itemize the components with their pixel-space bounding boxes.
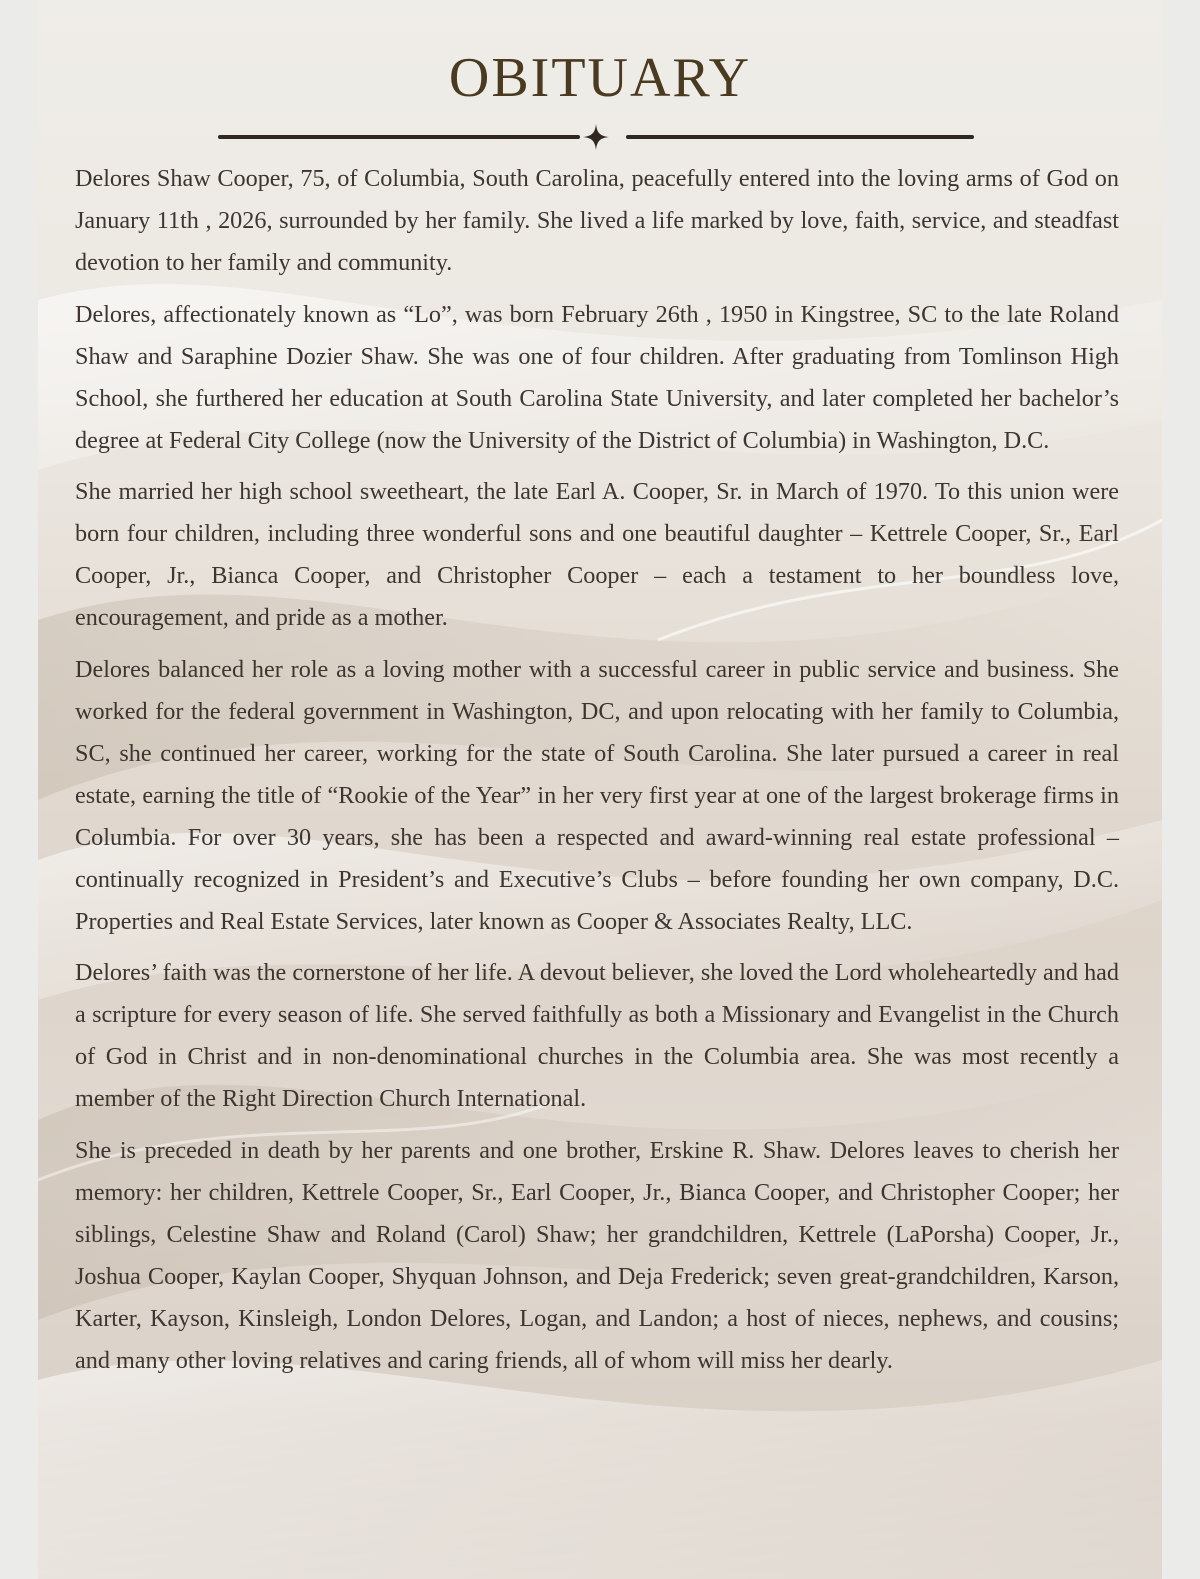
paragraph-marriage: She married her high school sweetheart, the late Earl A. Cooper, Sr. in March of 1970. To this union were born four children, including three wonderful sons and one beautiful daughter – Kettrele Cooper, Sr., Earl Cooper, Jr., Bianca Cooper, and Christopher Cooper – each a testament to her boundless love, encouragement, and pride as a mother.: [75, 478, 1119, 631]
paragraph-survivors: She is preceded in death by her parents and one brother, Erskine R. Shaw. Delores leaves to cherish her memory: her children, Kettrele Cooper, Sr., Earl Cooper, Jr., Bianca Cooper, and Christopher Cooper; her siblings, Celestine Shaw and Roland (Carol) Shaw; her grandchildren, Kettrele (LaPorsha) Cooper, Jr., Joshua Cooper, Kaylan Cooper, Shyquan Johnson, and Deja Frederick; seven great-grandchildren, Karson, Karter, Kayson, Kinsleigh, London Delores, Logan, and Landon; a host of nieces, nephews, and cousins; and many other loving relatives and caring friends, all of whom will miss her dearly.: [75, 1136, 1119, 1374]
silk-wave-5: [38, 1360, 1162, 1579]
four-point-star-icon: [581, 122, 611, 152]
divider-line-right: [626, 135, 974, 139]
paragraph-faith: Delores’ faith was the cornerstone of her life. A devout believer, she loved the Lord wholeheartedly and had a scripture for every season of life. She served faithfully as both a Missionary and Evangelist in the Church of God in Christ and in non-denominational churches in the Columbia area. She was most recently a member of the Right Direction Church International.: [75, 959, 1119, 1112]
obituary-page: [38, 0, 1162, 1579]
page-title: OBITUARY: [448, 47, 752, 109]
paragraph-career: Delores balanced her role as a loving mother with a successful career in public service and business. She worked for the federal government in Washington, DC, and upon relocating with her family to Columbia, SC, she continued her career, working for the state of South Carolina. She later pursued a career in real estate, earning the title of “Rookie of the Year” in her very first year at one of the largest brokerage firms in Columbia. For over 30 years, she has been a respected and award-winning real estate professional – continually recognized in President’s and Executive’s Clubs – before founding her own company, D.C. Properties and Real Estate Services, later known as Cooper & Associates Realty, LLC.: [75, 655, 1119, 935]
title-divider: [218, 122, 974, 152]
paragraph-intro: Delores Shaw Cooper, 75, of Columbia, South Carolina, peacefully entered into the loving arms of God on January 11th , 2026, surrounded by her family. She lived a life marked by love, faith, service, and steadfast devotion to her family and community.: [75, 165, 1119, 276]
divider-line-left: [218, 135, 580, 139]
paragraph-early-life: Delores, affectionately known as “Lo”, was born February 26th , 1950 in Kingstree, SC to the late Roland Shaw and Saraphine Dozier Shaw. She was one of four children. After graduating from Tomlinson High School, she furthered her education at South Carolina State University, and later completed her bachelor’s degree at Federal City College (now the University of the District of Columbia) in Washington, D.C.: [75, 300, 1119, 454]
obituary-body: [75, 158, 1119, 1391]
